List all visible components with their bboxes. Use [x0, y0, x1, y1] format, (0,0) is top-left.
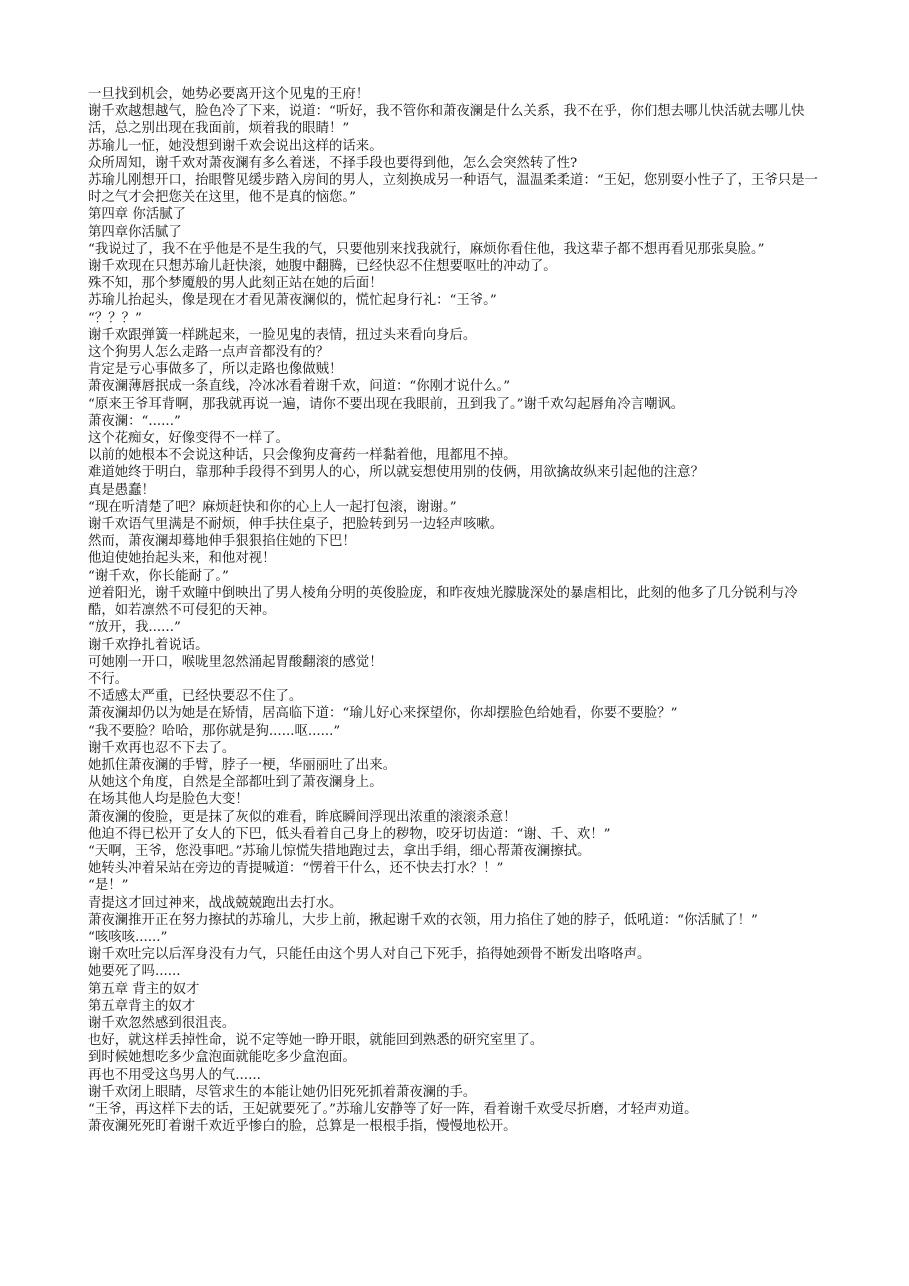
text-line: 苏瑜儿抬起头，像是现在才看见萧夜澜似的，慌忙起身行礼：“王爷。”	[88, 293, 497, 309]
text-line: 然而，萧夜澜却蓦地伸手狠狠掐住她的下巴！	[88, 534, 356, 550]
text-line: “是！”	[88, 878, 129, 894]
text-line: 这个狗男人怎么走路一点声音都没有的？	[88, 345, 330, 361]
text-line: 她抓住萧夜澜的手臂，脖子一梗，华丽丽吐了出来。	[88, 757, 396, 773]
text-line: 苏瑜儿一怔，她没想到谢千欢会说出这样的话来。	[88, 138, 383, 154]
text-line: 青提这才回过神来，战战兢兢跑出去打水。	[88, 895, 343, 911]
text-line: 这个花痴女，好像变得不一样了。	[88, 431, 289, 447]
text-line: “现在听清楚了吧？麻烦赶快和你的心上人一起打包滚，谢谢。”	[88, 499, 457, 515]
text-line: 不适感太严重，已经快要忍不住了。	[88, 689, 303, 705]
text-line: 萧夜澜的俊脸，更是抹了灰似的难看，眸底瞬间浮现出浓重的滚滚杀意！	[88, 809, 517, 825]
text-line: 萧夜澜薄唇抿成一条直线，冷冰冰看着谢千欢，问道：“你刚才说什么。”	[88, 379, 511, 395]
text-line: 第五章 背主的奴才	[88, 981, 200, 997]
text-line: 第四章你活腻了	[88, 224, 182, 240]
text-line: 她转头冲着呆站在旁边的青提喊道：“愣着干什么，还不快去打水？！”	[88, 861, 504, 877]
text-line: 谢千欢越想越气，脸色冷了下来，说道：“听好，我不管你和萧夜澜是什么关系，我不在乎，你们想去哪儿快活就去哪儿快活，总之别出现在我面前，烦着我的眼睛！”	[88, 104, 805, 137]
text-line: 他迫使她抬起头来，和他对视！	[88, 551, 276, 567]
text-line: 他迫不得已松开了女人的下巴，低头看着自己身上的秽物，咬牙切齿道：“谢、千、欢！”	[88, 826, 611, 842]
text-line: “原来王爷耳背啊，那我就再说一遍，请你不要出现在我眼前，丑到我了。”谢千欢勾起唇角冷言嘲讽。	[88, 396, 685, 412]
text-line: 谢千欢吐完以后浑身没有力气，只能任由这个男人对自己下死手，掐得她颈骨不断发出咯咯声。	[88, 947, 651, 963]
text-line: 众所周知，谢千欢对萧夜澜有多么着迷，不择手段也要得到他，怎么会突然转了性?	[88, 155, 578, 171]
text-line: 难道她终于明白，靠那种手段得不到男人的心，所以就妄想使用别的伎俩，用欲擒故纵来引起他的注意？	[88, 465, 704, 481]
text-line: 第四章 你活腻了	[88, 207, 186, 223]
text-line: 不行。	[88, 671, 129, 687]
text-line: 萧夜澜却仍以为她是在矫情，居高临下道：“瑜儿好心来探望你，你却摆脸色给她看，你要不要脸？”	[88, 706, 678, 722]
text-line: 萧夜澜：“......”	[88, 413, 181, 429]
text-line: 谢千欢跟弹簧一样跳起来，一脸见鬼的表情，扭过头来看向身后。	[88, 327, 477, 343]
text-line: 苏瑜儿刚想开口，抬眼瞥见缓步踏入房间的男人，立刻换成另一种语气，温温柔柔道：“王妃，您别耍小性子了，王爷只是一时之气才会把您关在这里，他不是真的恼您。”	[88, 173, 818, 206]
text-line: 一旦找到机会，她势必要离开这个见鬼的王府！	[88, 87, 370, 102]
text-line: “我不要脸？哈哈，那你就是狗......呕......”	[88, 723, 341, 739]
text-line: 逆着阳光，谢千欢瞳中倒映出了男人棱角分明的英俊脸庞，和昨夜烛光朦胧深处的暴虐相比，此刻的他多了几分锐利与冷酷，如若凛然不可侵犯的天神。	[88, 585, 798, 619]
text-line: 萧夜澜死死盯着谢千欢近乎惨白的脸，总算是一根根手指，慢慢地松开。	[88, 1119, 517, 1135]
text-line: 她要死了吗......	[88, 964, 181, 980]
text-line: “天啊，王爷，您没事吧。”苏瑜儿惊慌失措地跑过去，拿出手绢，细心帮萧夜澜擦拭。	[88, 843, 591, 859]
text-line: 从她这个角度，自然是全部都吐到了萧夜澜身上。	[88, 775, 383, 791]
text-line: “？？？”	[88, 310, 142, 326]
text-line: 在场其他人均是脸色大变！	[88, 792, 249, 808]
text-line: 真是愚蠢！	[88, 482, 155, 498]
text-line: 殊不知，那个梦魇般的男人此刻正站在她的后面！	[88, 276, 383, 292]
text-line: 谢千欢闭上眼睛，尽管求生的本能让她仍旧死死抓着萧夜澜的手。	[88, 1084, 477, 1100]
text-line: “王爷，再这样下去的话，王妃就要死了。”苏瑜儿安静等了好一阵，看着谢千欢受尽折磨，才轻声劝道。	[88, 1101, 698, 1117]
text-line: 第五章背主的奴才	[88, 998, 196, 1014]
text-line: 谢千欢再也忍不下去了。	[88, 740, 236, 756]
text-line: 肯定是亏心事做多了，所以走路也像做贼！	[88, 362, 343, 378]
text-line: “咳咳咳......”	[88, 929, 168, 945]
text-line: 也好，就这样丢掉性命，说不定等她一睁开眼，就能回到熟悉的研究室里了。	[88, 1033, 544, 1049]
text-line: 谢千欢挣扎着说话。	[88, 637, 209, 653]
text-line: “我说过了，我不在乎他是不是生我的气，只要他别来找我就行，麻烦你看住他，我这辈子都不想再看见那张臭脸。”	[88, 241, 765, 257]
text-line: 可她刚一开口，喉咙里忽然涌起胃酸翻滚的感觉！	[88, 654, 383, 670]
text-line: 到时候她想吃多少盒泡面就能吃多少盒泡面。	[88, 1050, 356, 1066]
text-line: 萧夜澜推开正在努力擦拭的苏瑜儿，大步上前，揪起谢千欢的衣领，用力掐住了她的脖子，低吼道：“你活腻了！”	[88, 912, 758, 928]
text-line: 谢千欢现在只想苏瑜儿赶快滚，她腹中翻腾，已经快忍不住想要呕吐的冲动了。	[88, 259, 557, 275]
document-body	[88, 86, 824, 1135]
text-line: 谢千欢忽然感到很沮丧。	[88, 1015, 236, 1031]
text-line: “谢千欢，你长能耐了。”	[88, 568, 229, 584]
text-line: “放开，我......”	[88, 620, 181, 636]
text-line: 以前的她根本不会说这种话，只会像狗皮膏药一样黏着他，甩都甩不掉。	[88, 448, 517, 464]
text-line: 再也不用受这鸟男人的气......	[88, 1067, 261, 1083]
text-line: 谢千欢语气里满是不耐烦，伸手扶住桌子，把脸转到另一边轻声咳嗽。	[88, 517, 504, 533]
